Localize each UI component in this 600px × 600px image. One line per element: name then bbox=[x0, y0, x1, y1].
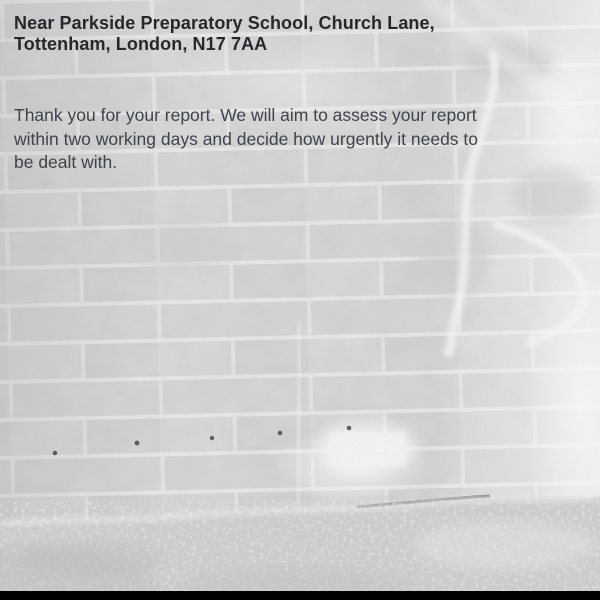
report-location-title bbox=[14, 13, 534, 54]
report-confirmation-message bbox=[14, 104, 570, 175]
report-message-line-3: be dealt with. bbox=[14, 152, 118, 172]
letterbox-bar bbox=[0, 591, 600, 600]
report-message-line-1: Thank you for your report. We will aim to assess your report bbox=[14, 105, 477, 125]
report-location-line-2: Tottenham, London, N17 7AA bbox=[14, 33, 268, 54]
report-location-line-1: Near Parkside Preparatory School, Church Lane, bbox=[14, 13, 435, 33]
report-message-line-2: within two working days and decide how urgently it needs to bbox=[14, 128, 479, 149]
